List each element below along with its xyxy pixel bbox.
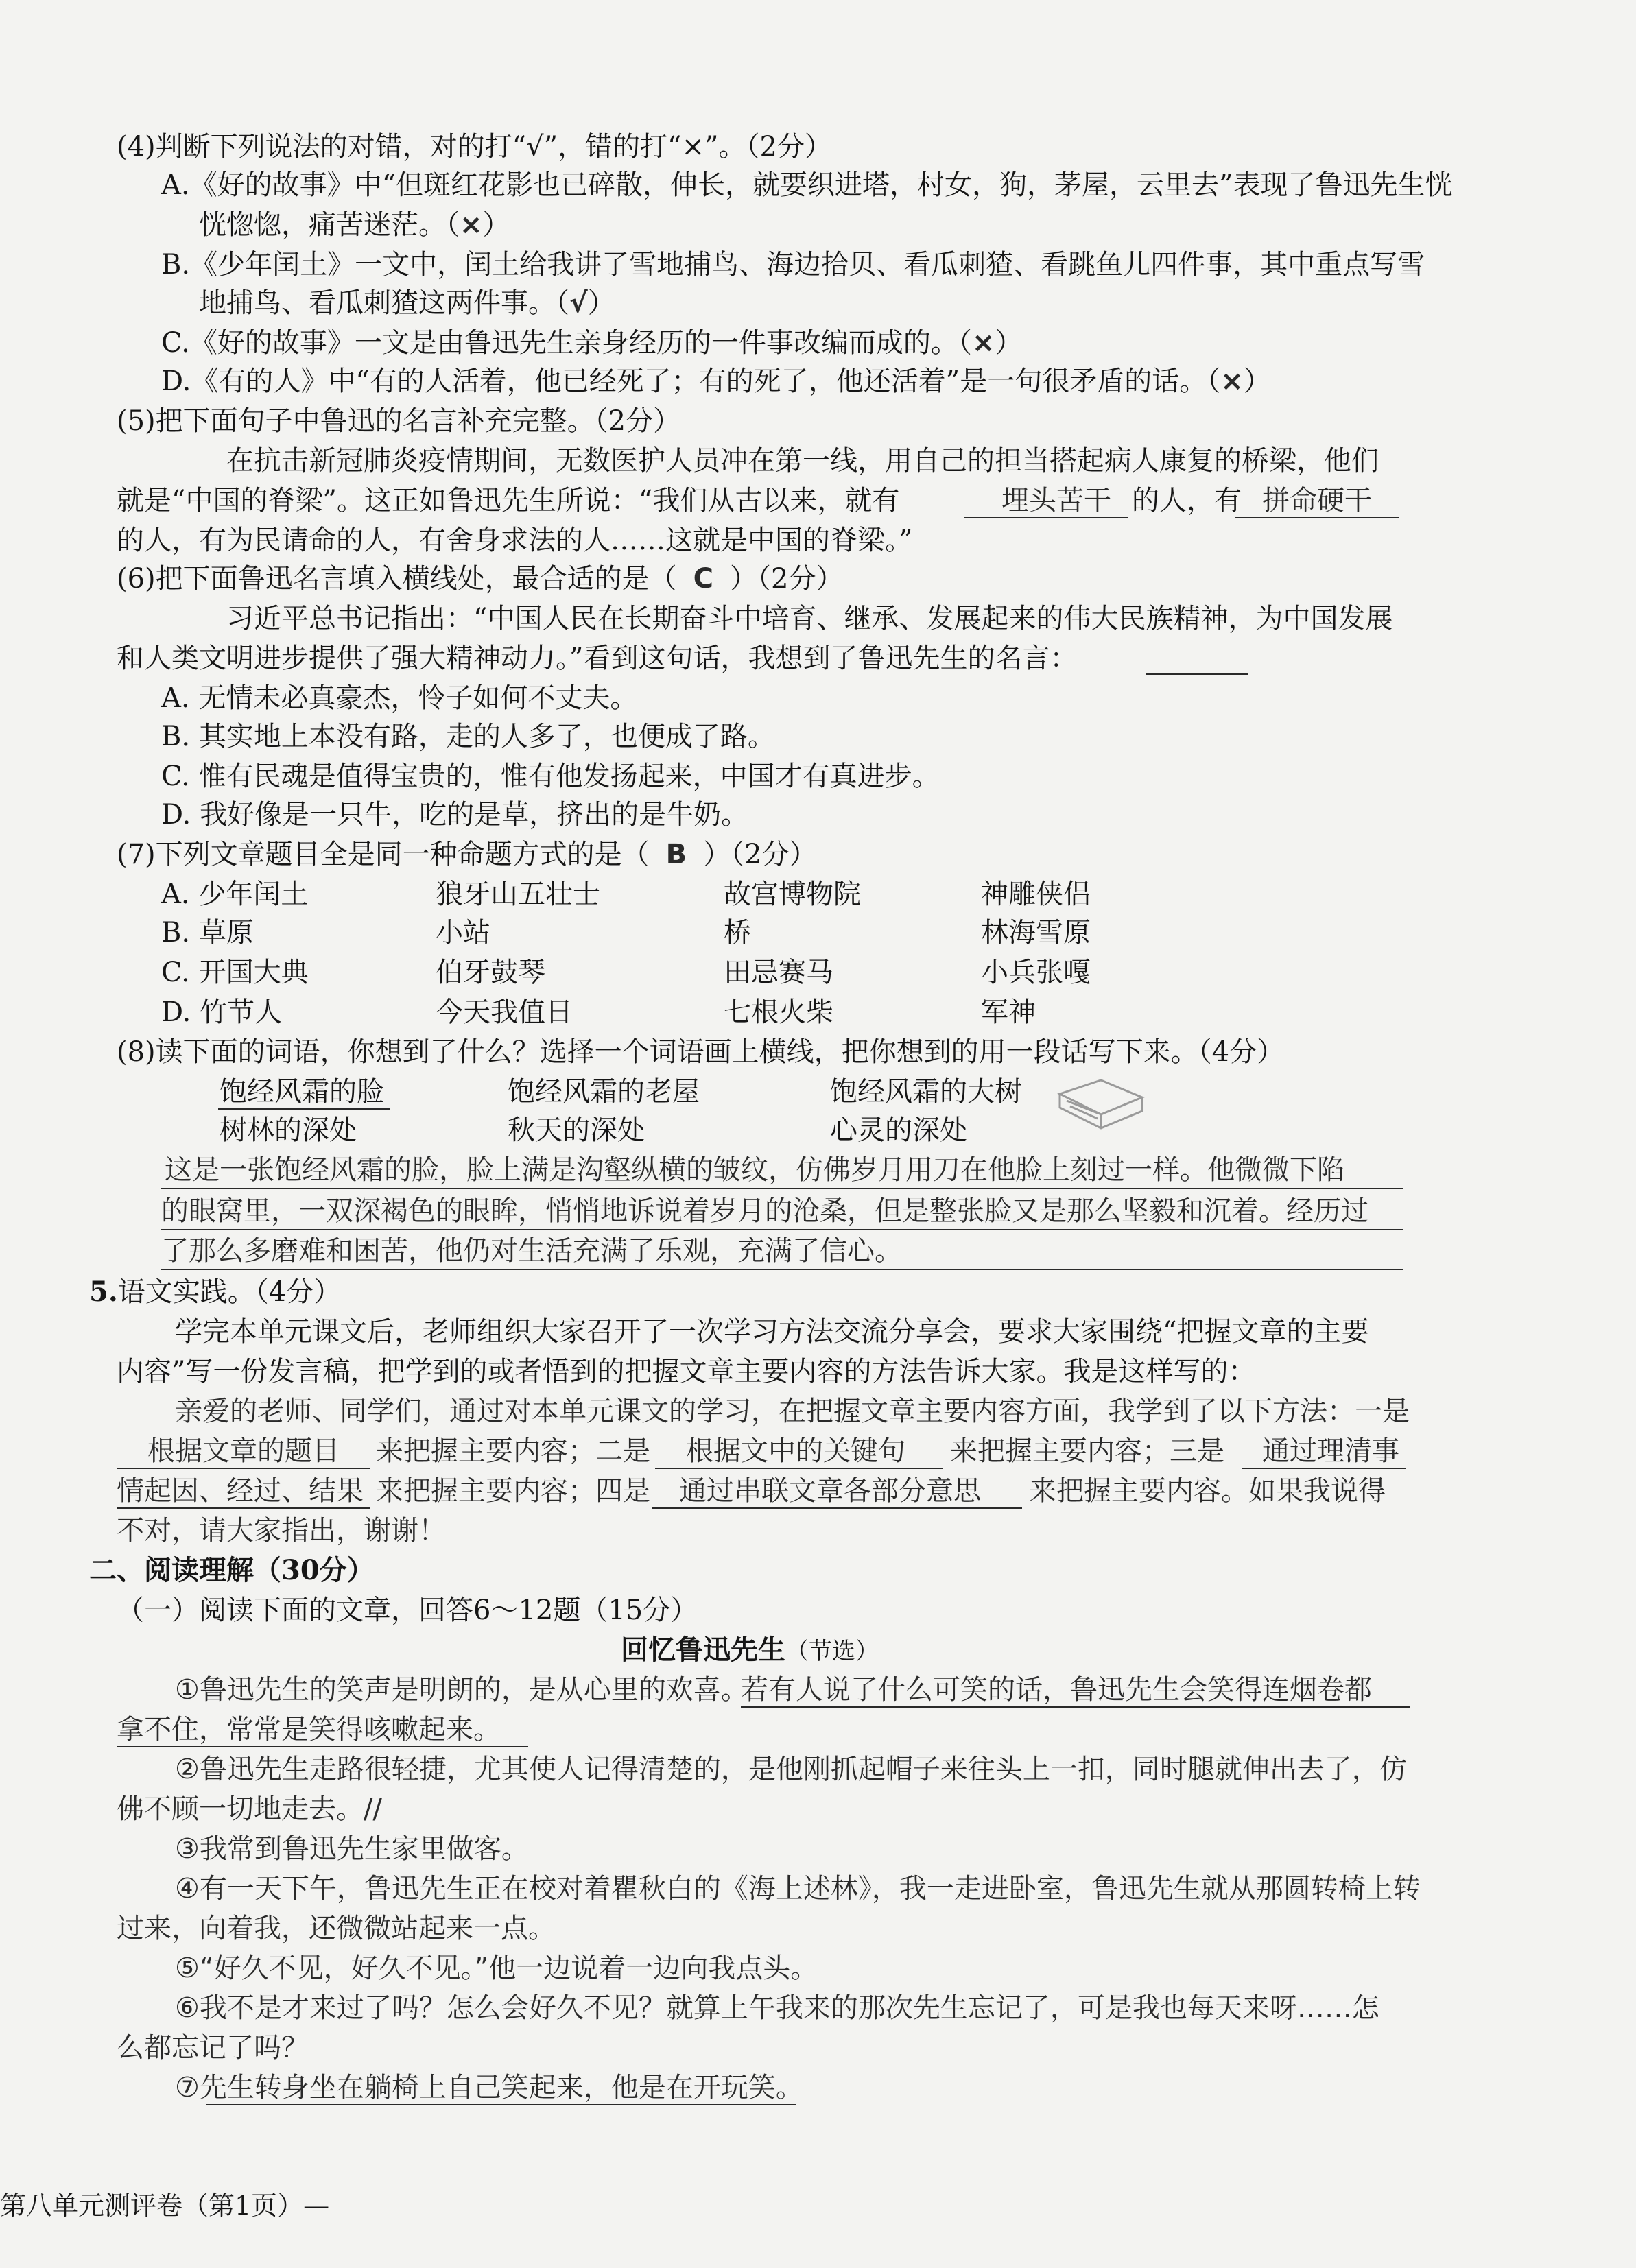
practice-blank-1	[117, 1468, 370, 1469]
q7-d-1: D. 竹节人	[161, 996, 283, 1028]
para-1b: 若有人说了什么可笑的话，鲁迅先生会笑得连烟卷都	[741, 1674, 1372, 1706]
para-4b: 过来，向着我，还微微站起来一点。	[117, 1913, 556, 1944]
q7-d-2: 今天我值日	[436, 996, 573, 1028]
q6-para-line2: 和人类文明进步提供了强大精神动力。”看到这句话，我想到了鲁迅先生的名言：	[117, 643, 1078, 674]
practice-para-line2: 内容”写一份发言稿，把学到的或者悟到的把握文章主要内容的方法告诉大家。我是这样写的：	[117, 1356, 1256, 1387]
q6-answer: C	[693, 563, 714, 595]
practice-blank-3a	[1242, 1468, 1406, 1469]
practice-blank-3b	[117, 1507, 370, 1509]
q4-d-answer-mark: ×	[1220, 366, 1244, 397]
practice-fill-1: 根据文章的题目	[147, 1435, 340, 1467]
q5-answer-1: 埋头苦干	[1001, 485, 1111, 516]
q7-b-2: 小站	[436, 917, 490, 948]
q7-b-3: 桥	[724, 917, 751, 948]
q8-answer-line3: 了那么多磨难和困苦，他仍对生活充满了乐观，充满了信心。	[161, 1235, 902, 1267]
q7-a-2: 狼牙山五壮士	[436, 879, 600, 910]
practice-fill-2: 根据文中的关键句	[686, 1435, 905, 1467]
para-1c: 拿不住，常常是笑得咳嗽起来。	[117, 1714, 501, 1745]
q5-para-line1: 在抗击新冠肺炎疫情期间，无数医护人员冲在第一线，用自己的担当搭起病人康复的桥梁，他们	[226, 445, 1379, 477]
para-6b: 么都忘记了吗？	[117, 2032, 309, 2064]
practice-blank-2	[655, 1468, 943, 1469]
q7-d-4: 军神	[981, 996, 1036, 1028]
article-title: 回忆鲁迅先生（节选）	[621, 1634, 879, 1666]
q7-c-2: 伯牙鼓琴	[436, 957, 545, 988]
q6-option-d: D. 我好像是一只牛，吃的是草，挤出的是牛奶。	[161, 799, 749, 831]
q7-a-1: A. 少年闰土	[161, 879, 309, 910]
q8-stem: (8)读下面的词语，你想到了什么？选择一个词语画上横线，把你想到的用一段话写下来。（4分）	[117, 1036, 1285, 1068]
q7-c-1: C. 开国大典	[161, 957, 309, 988]
q4-option-b-line2: 地捕鸟、看瓜刺猹这两件事。（√）	[199, 287, 615, 319]
q8-word-4: 树林的深处	[220, 1114, 357, 1146]
q8-word-5: 秋天的深处	[508, 1114, 645, 1146]
q7-stem: (7)下列文章题目全是同一种命题方式的是（ B ）（2分）	[117, 839, 817, 870]
q4-a-answer-mark: ×	[460, 209, 483, 241]
q4-option-c: C.《好的故事》一文是由鲁迅先生亲身经历的一件事改编而成的。（×）	[161, 327, 1023, 359]
q6-stem: (6)把下面鲁迅名言填入横线处，最合适的是（ C ）（2分）	[117, 563, 844, 595]
q5-para-line2b: 的人，有	[1132, 485, 1242, 516]
q7-answer: B	[665, 839, 687, 870]
para-4a: ④有一天下午，鲁迅先生正在校对着瞿秋白的《海上述林》，我一走进卧室，鲁迅先生就从那圆转椅上转	[175, 1873, 1421, 1905]
q6-option-a: A. 无情未必真豪杰，怜子如何不丈夫。	[161, 682, 638, 714]
q4-option-d: D.《有的人》中“有的人活着，他已经死了；有的死了，他还活着”是一句很矛盾的话。（×）	[161, 366, 1271, 397]
practice-heading: 5.语文实践。（4分）	[89, 1276, 342, 1308]
q8-answer-rule3	[161, 1269, 1403, 1270]
practice-seg-3: 来把握主要内容；四是	[376, 1475, 650, 1507]
q8-answer-line2: 的眼窝里，一双深褐色的眼眸，悄悄地诉说着岁月的沧桑，但是整张脸又是那么坚毅和沉着。经历过	[161, 1195, 1368, 1227]
q8-word-1: 饱经风霜的脸	[220, 1076, 384, 1108]
para-1c-underline	[117, 1746, 528, 1747]
q5-blank-2	[1235, 517, 1399, 518]
reading-section-heading: 二、阅读理解（30分）	[89, 1554, 375, 1586]
para-1a: ①鲁迅先生的笑声是明朗的，是从心里的欢喜。	[175, 1674, 748, 1706]
q8-answer-line1: 这是一张饱经风霜的脸，脸上满是沟壑纵横的皱纹，仿佛岁月用刀在他脸上刻过一样。他微微下陷	[165, 1154, 1344, 1186]
q4-c-answer-mark: ×	[971, 327, 995, 359]
q7-c-4: 小兵张嘎	[981, 957, 1091, 988]
q4-b-answer-mark: √	[569, 287, 588, 319]
practice-fill-3a: 通过理清事	[1262, 1435, 1399, 1467]
para-1b-underline	[741, 1706, 1410, 1708]
para-6a: ⑥我不是才来过了吗？怎么会好久不见？就算上午我来的那次先生忘记了，可是我也每天来呀……怎	[175, 1992, 1379, 2024]
q4-option-a-line2: 恍惚惚，痛苦迷茫。（×）	[199, 209, 510, 241]
q6-para-line1: 习近平总书记指出：“中国人民在长期奋斗中培育、继承、发展起来的伟大民族精神，为中国发展	[226, 603, 1393, 634]
q8-answer-rule1	[161, 1188, 1403, 1189]
q7-b-4: 林海雪原	[981, 917, 1091, 948]
q4-stem: (4)判断下列说法的对错，对的打“√”，错的打“×”。（2分）	[117, 131, 832, 163]
para-5: ⑤“好久不见，好久不见。”他一边说着一边向我点头。	[175, 1953, 818, 1984]
book-stamp-icon	[1046, 1066, 1156, 1135]
para-3: ③我常到鲁迅先生家里做客。	[175, 1833, 529, 1865]
reading-sub-heading: （一）阅读下面的文章，回答6～12题（15分）	[117, 1595, 698, 1626]
q5-answer-2: 拼命硬干	[1262, 485, 1372, 516]
q5-para-line2a: 就是“中国的脊梁”。这正如鲁迅先生所说：“我们从古以来，就有	[117, 485, 900, 516]
q7-a-4: 神雕侠侣	[981, 879, 1091, 910]
q6-option-b: B. 其实地上本没有路，走的人多了，也便成了路。	[161, 721, 775, 752]
page-footer: 第八单元测评卷（第1页）—	[0, 2191, 330, 2221]
q6-option-c: C. 惟有民魂是值得宝贵的，惟有他发扬起来，中国才有真进步。	[161, 761, 940, 792]
q6-blank	[1146, 673, 1248, 675]
practice-para-line5: 不对，请大家指出，谢谢！	[117, 1515, 446, 1547]
practice-fill-4: 通过串联文章各部分意思	[679, 1475, 981, 1507]
para-7-underline	[206, 2104, 796, 2105]
practice-seg-2: 来把握主要内容；三是	[950, 1435, 1224, 1467]
practice-para-line3: 亲爱的老师、同学们，通过对本单元课文的学习，在把握文章主要内容方面，我学到了以下方法：一是	[175, 1396, 1410, 1427]
practice-para-line1: 学完本单元课文后，老师组织大家召开了一次学习方法交流分享会，要求大家围绕“把握文章的主要	[175, 1316, 1369, 1348]
q8-word-2: 饱经风霜的老屋	[508, 1076, 700, 1108]
q8-word-6: 心灵的深处	[830, 1114, 967, 1146]
q5-stem: (5)把下面句子中鲁迅的名言补充完整。（2分）	[117, 405, 681, 437]
q5-blank-1	[964, 517, 1128, 518]
para-2b: 佛不顾一切地走去。//	[117, 1793, 382, 1825]
q7-a-3: 故宫博物院	[724, 879, 861, 910]
practice-seg-4: 来把握主要内容。如果我说得	[1029, 1475, 1386, 1507]
para-7: ⑦先生转身坐在躺椅上自己笑起来，他是在开玩笑。	[175, 2072, 803, 2103]
q7-c-3: 田忌赛马	[724, 957, 833, 988]
q4-option-a-line1: A.《好的故事》中“但斑红花影也已碎散，伸长，就要织进塔，村女，狗，茅屋，云里去”表现了鲁迅先生恍	[161, 169, 1453, 201]
practice-seg-1: 来把握主要内容；二是	[376, 1435, 650, 1467]
q8-word-3: 饱经风霜的大树	[830, 1076, 1022, 1108]
q4-option-b-line1: B.《少年闰土》一文中，闰土给我讲了雪地捕鸟、海边拾贝、看瓜刺猹、看跳鱼儿四件事，其中重点写雪	[161, 249, 1425, 280]
para-2a: ②鲁迅先生走路很轻捷，尤其使人记得清楚的，是他刚抓起帽子来往头上一扣，同时腿就伸出去了，仿	[175, 1754, 1407, 1785]
practice-fill-3b: 情起因、经过、结果	[117, 1475, 364, 1507]
practice-blank-4	[652, 1507, 1022, 1509]
q5-para-line3: 的人，有为民请命的人，有舍身求法的人……这就是中国的脊梁。”	[117, 525, 913, 556]
q8-answer-rule2	[161, 1229, 1403, 1230]
q7-d-3: 七根火柴	[724, 996, 833, 1028]
q8-word-1-underline	[218, 1108, 390, 1110]
q7-b-1: B. 草原	[161, 917, 254, 948]
